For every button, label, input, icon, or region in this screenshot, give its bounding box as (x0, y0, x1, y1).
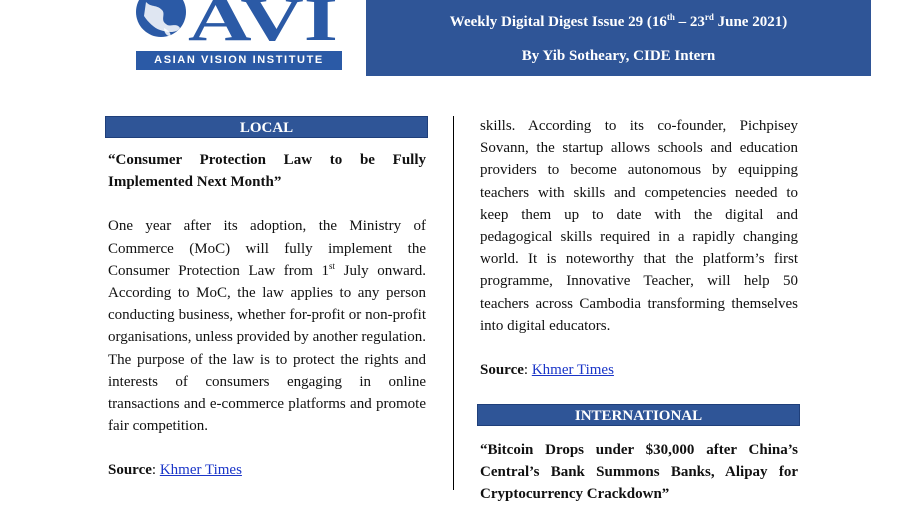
right-article-body: skills. According to its co-founder, Pichpisey Sovann, the startup allows schools and education providers to become autonomous by equipping teachers with skills and competencies needed to keep them up to date with the digital and pedagogical skills required in a rapidly changing world. It is noteworthy that the platform’s first programme, Innovative Teacher, will help 50 teachers across Cambodia transforming themselves into digital educators. (480, 118, 798, 334)
international-headline: “Bitcoin Drops under $30,000 after China’s Central’s Bank Summons Banks, Alipay for Cryptocurrency Crackdown” (480, 442, 798, 503)
international-column (480, 439, 798, 506)
logo-tagline: ASIAN VISION INSTITUTE (136, 51, 342, 70)
column-divider (453, 116, 454, 490)
right-column (480, 115, 798, 381)
local-section-header: LOCAL (105, 116, 428, 138)
local-headline: “Consumer Protection Law to be Fully Implemented Next Month” (108, 152, 426, 191)
right-source-link[interactable]: Khmer Times (531, 362, 614, 379)
local-column (108, 149, 426, 482)
logo-wordmark-text: AVI (188, 0, 338, 48)
local-source-line: Source: Khmer Times (108, 462, 242, 479)
local-source-link[interactable]: Khmer Times (159, 462, 242, 479)
right-source-line: Source: Khmer Times (480, 362, 614, 379)
issue-title: Weekly Digital Digest Issue 29 (16th – 23rd June 2021) (449, 12, 788, 30)
digest-header-banner (366, 0, 871, 76)
avi-wordmark (136, 0, 342, 48)
avi-logo (136, 0, 342, 72)
local-article-body: One year after its adoption, the Ministry of Commerce (MoC) will fully implement the Consumer Protection Law from 1st July onward. According to MoC, the law applies to any person conducting business, whether for-profit or non-profit organisations, unless provided by another regulation. The purpose of the law is to protect the rights and interests of consumers engaging in online transactions and e-commerce platforms and promote fair competition. (108, 218, 426, 435)
byline: By Yib Sotheary, CIDE Intern (521, 48, 716, 64)
international-section-header: INTERNATIONAL (477, 404, 800, 426)
